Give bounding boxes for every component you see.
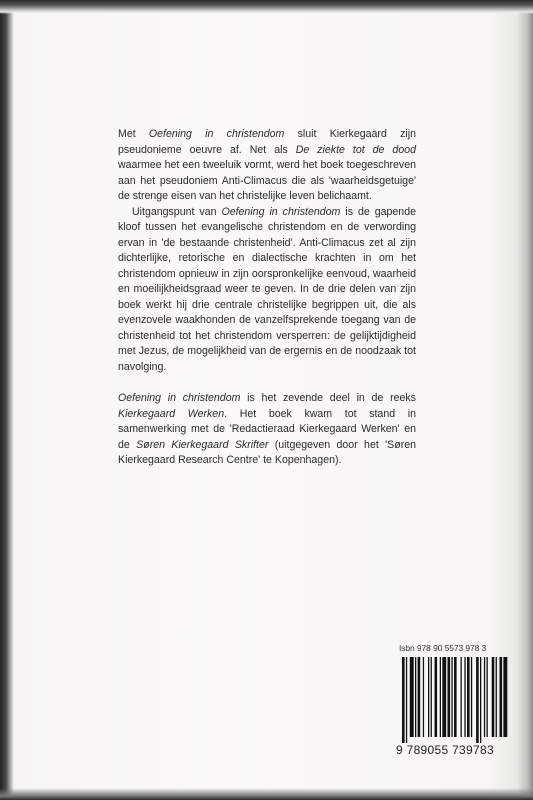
barcode-bar bbox=[461, 657, 462, 737]
barcode-bar bbox=[471, 657, 472, 737]
book-title-italic: Oefening in christendom bbox=[148, 128, 285, 140]
barcode-bar bbox=[428, 657, 429, 737]
barcode-bar bbox=[500, 657, 503, 737]
barcode-bar bbox=[423, 657, 424, 737]
barcode-bar bbox=[480, 657, 481, 743]
text-run: . Het boek kwam tot stand in samenwerking met de 'Redactieraad Kierkegaard Werken' en de bbox=[118, 407, 417, 451]
isbn-label: Isbn 978 90 5573 978 3 bbox=[399, 643, 487, 653]
barcode-bar bbox=[435, 657, 438, 737]
barcode-bar bbox=[442, 657, 446, 737]
isbn-barcode bbox=[396, 643, 508, 761]
blurb-paragraph-2 bbox=[118, 205, 416, 376]
barcode-bar bbox=[467, 657, 470, 737]
barcode-bar bbox=[440, 657, 441, 737]
text-run: sluit Kierkegaard zijn pseudonieme oeuvre af. Net als bbox=[118, 128, 416, 156]
text-run: (uitgegeven door het 'Søren Kierkegaard Research Centre' te Kopenhagen). bbox=[118, 438, 417, 466]
book-title-italic: Oefening in christendom bbox=[118, 392, 241, 404]
barcode-bar bbox=[454, 657, 457, 737]
barcode-bar bbox=[464, 657, 465, 737]
barcode-bars bbox=[396, 657, 508, 743]
barcode-bar bbox=[503, 657, 507, 737]
back-cover-blurb bbox=[118, 127, 416, 469]
barcode-digits: 9 789055 739783 bbox=[396, 743, 494, 757]
barcode-bar bbox=[418, 657, 421, 737]
barcode-bar bbox=[402, 657, 405, 743]
text-run: Uitgangspunt van bbox=[132, 205, 222, 218]
barcode-bar bbox=[451, 657, 452, 737]
barcode-bar bbox=[484, 657, 485, 737]
cover-bottom-edge bbox=[0, 788, 533, 800]
book-title-italic: Oefening in christendom bbox=[221, 205, 341, 218]
barcode-bar bbox=[496, 657, 497, 737]
text-run: Met bbox=[118, 128, 149, 140]
series-title-italic: Kierkegaard Werken bbox=[118, 407, 225, 420]
barcode-bar bbox=[476, 657, 479, 743]
barcode-bar bbox=[406, 657, 407, 743]
text-run: waarmee het een tweeluik vormt, werd het boek toegeschreven aan het pseudoniem Anti-Climacus die als 'waarheidsgetuige' de strenge eisen van het christelijke leven belichaamt. bbox=[118, 159, 416, 202]
cover-top-edge bbox=[0, 0, 533, 14]
barcode-bar bbox=[431, 657, 432, 737]
blurb-paragraph-1 bbox=[118, 127, 416, 205]
barcode-bar bbox=[492, 657, 495, 737]
blurb-paragraph-3 bbox=[118, 391, 416, 469]
text-run: is het zevende deel in de reeks bbox=[240, 392, 416, 404]
barcode-bar bbox=[487, 657, 488, 737]
text-run: is de gapende kloof tussen het evangelische christendom en de verwording ervan in 'de bestaande christenheid'. Anti-Climacus zet al zijn dichterlijke, retorische en dialectische krachten in om het christendom opnieuw in zijn oorspronkelijke eenvoud, waarheid en moeilijkheidsgraad weer te geven. In de drie delen van zijn boek werkt hij drie centrale christelijke begrippen uit, die als evenzovele waakhonden de vanzelfsprekende toegang van de christenheid tot het christendom versperren: de gelijktijdigheid met Jezus, de mogelijkheid van de ergernis en de noodzaak tot navolging. bbox=[118, 205, 416, 373]
barcode-bar bbox=[410, 657, 414, 737]
barcode-bar bbox=[448, 657, 451, 737]
barcode-bar bbox=[415, 657, 416, 737]
series-title-italic: Søren Kierkegaard Skrifter bbox=[136, 438, 269, 451]
book-title-italic: De ziekte tot de dood bbox=[295, 143, 416, 156]
